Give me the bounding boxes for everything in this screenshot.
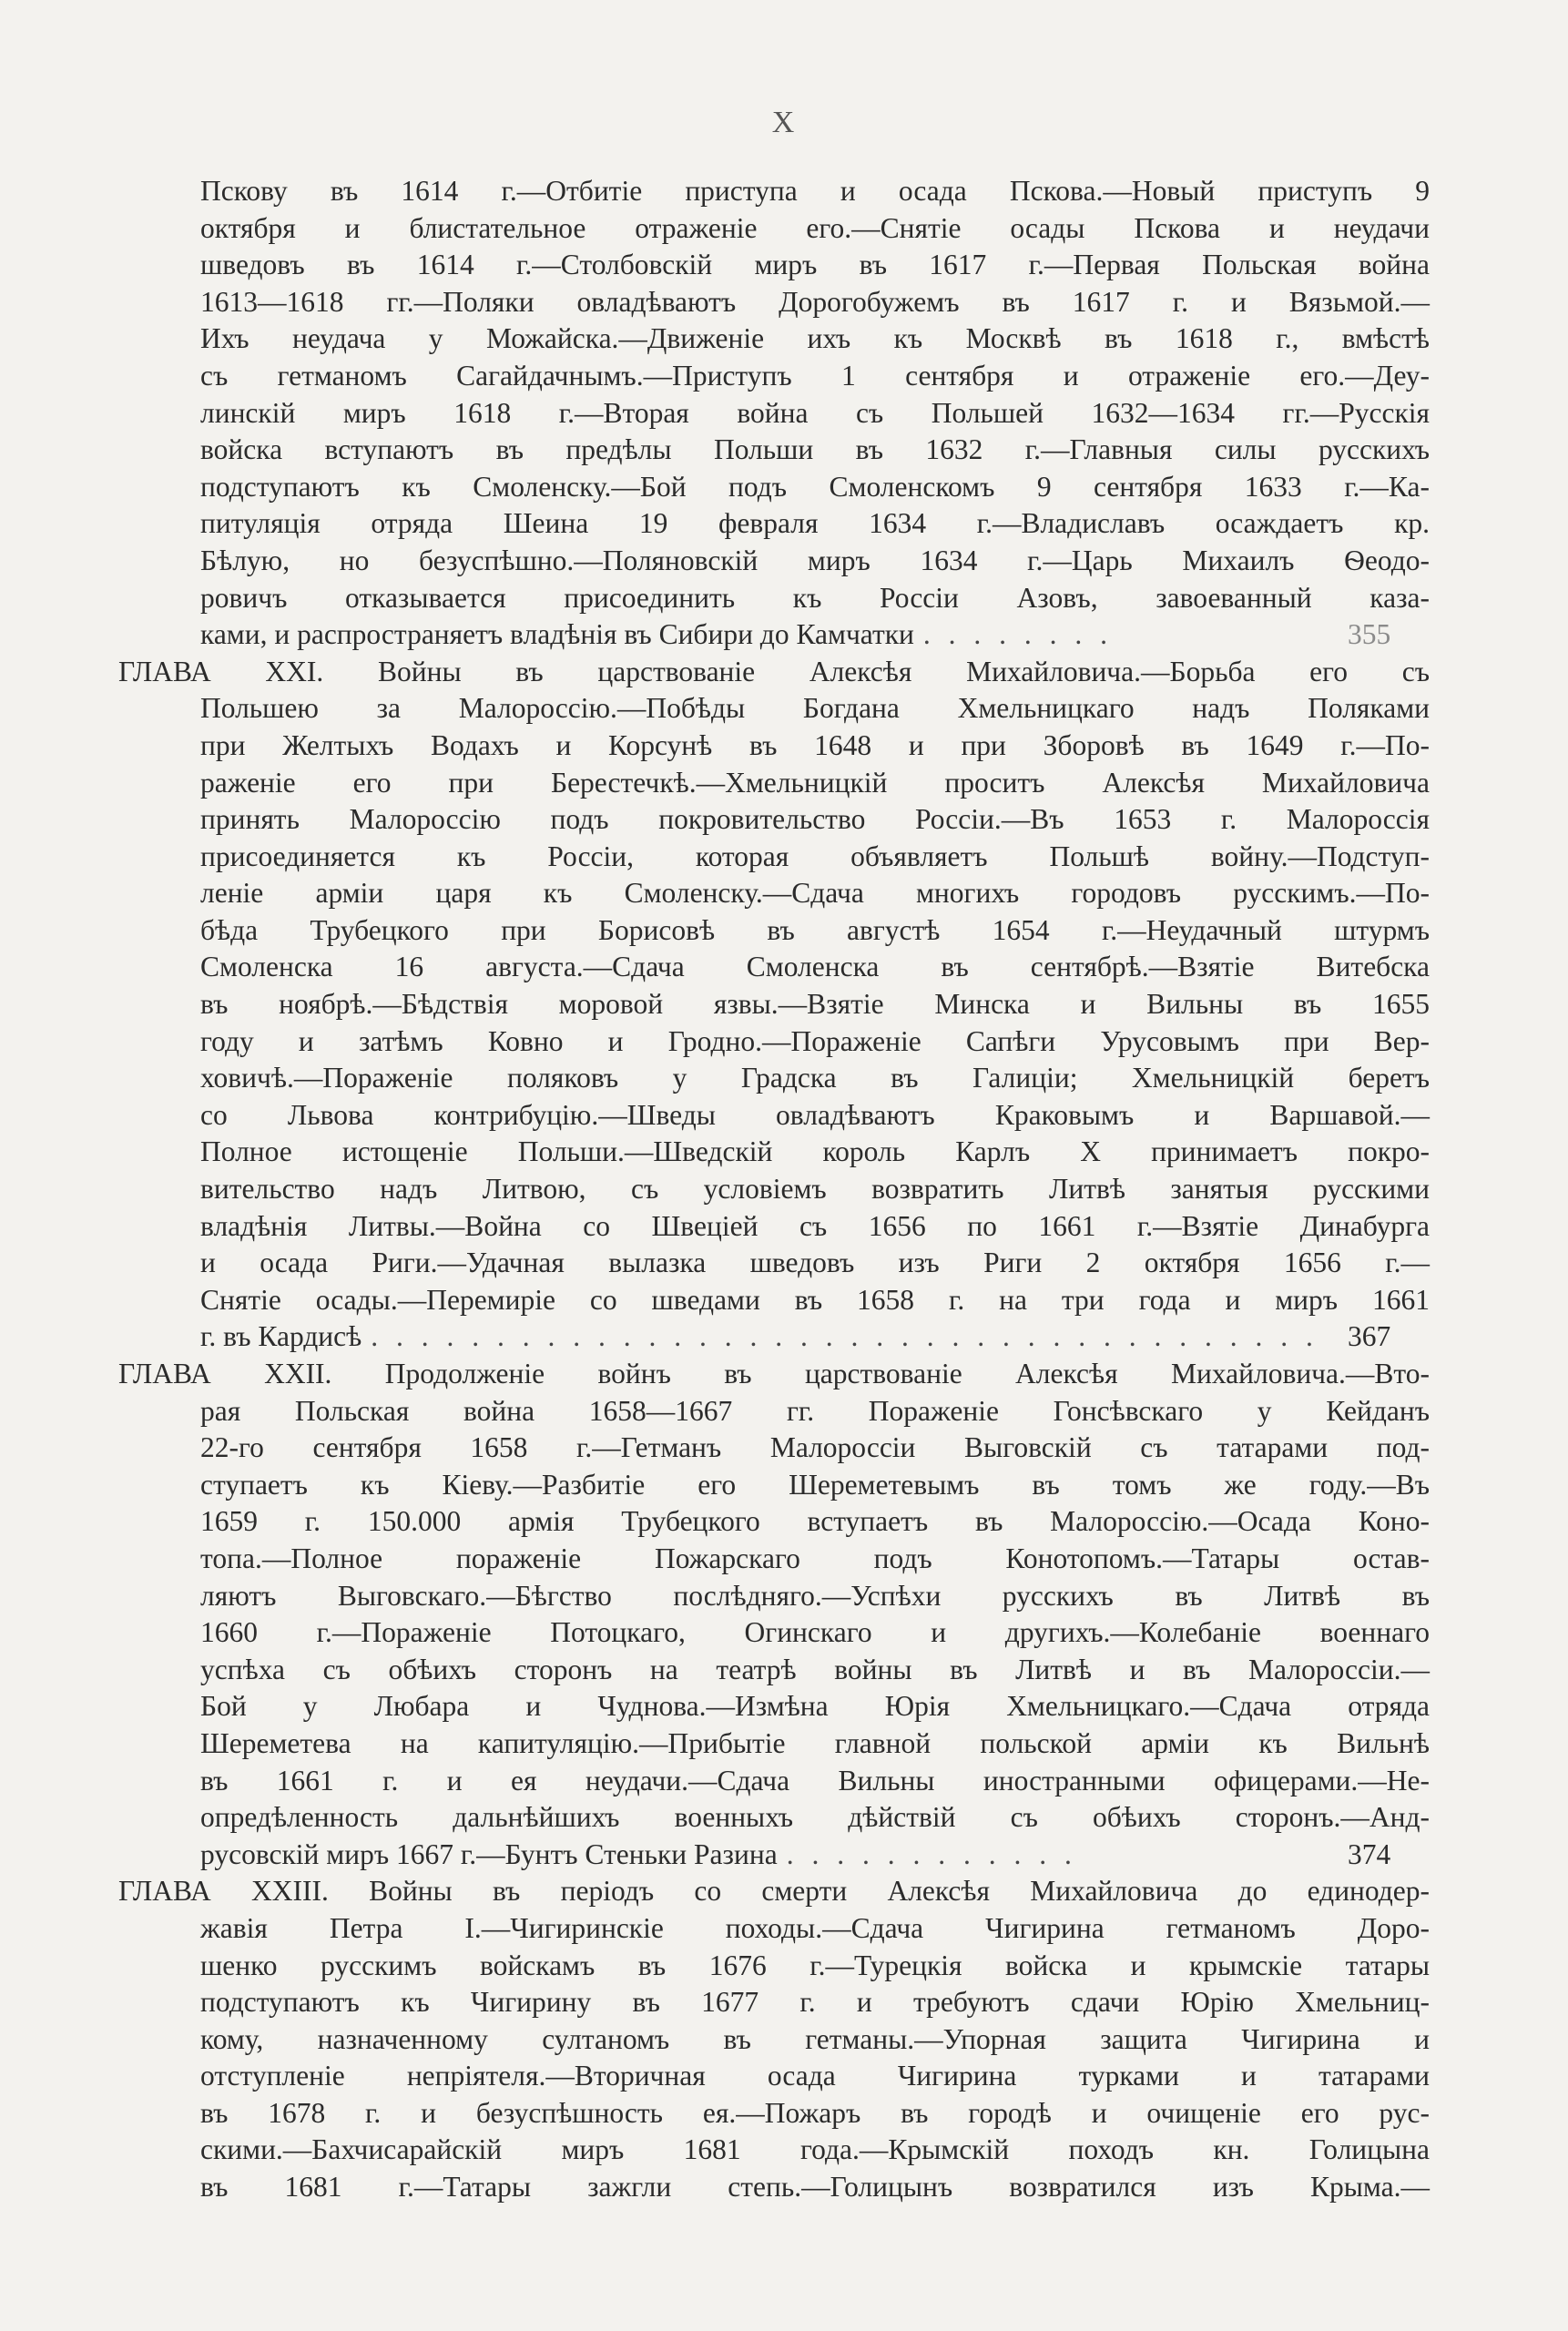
text-line: Пскову въ 1614 г.—Отбитіе приступа и осада Пскова.—Новый приступъ 9: [200, 175, 1430, 207]
text-line: леніе арміи царя къ Смоленску.—Сдача многихъ городовъ русскимъ.—По-: [200, 877, 1430, 910]
text-line: владѣнія Литвы.—Война со Швеціей съ 1656 по 1661 г.—Взятіе Динабурга: [200, 1209, 1430, 1242]
entry-chapter-20-continued: [200, 173, 1430, 654]
text-line: присоединяется къ Россіи, которая объявляетъ Польшѣ войну.—Подступ-: [200, 840, 1430, 872]
text-line: бѣда Трубецкого при Борисовѣ въ августѣ 1654 г.—Неудачный штурмъ: [200, 913, 1430, 946]
entry-text: г. въ Кардисѣ: [200, 1320, 362, 1353]
entry-text: русовскій миръ 1667 г.—Бунтъ Стеньки Разина: [200, 1837, 778, 1870]
text-line: войска вступаютъ въ предѣлы Польши въ 1632 г.—Главныя силы русскихъ: [200, 433, 1430, 466]
text-line: Бѣлую, но безуспѣшно.—Поляновскій миръ 1634 г.—Царь Михаилъ Ѳеодо-: [200, 544, 1430, 576]
page-number: X: [771, 106, 797, 139]
text-line: 22-го сентября 1658 г.—Гетманъ Малороссіи Выговскій съ татарами под-: [200, 1431, 1430, 1464]
page-reference: 374: [1348, 1837, 1391, 1870]
text-line: скими.—Бахчисарайскій миръ 1681 года.—Крымскій походъ кн. Голицына: [200, 2133, 1430, 2166]
text-line: подступаютъ къ Смоленску.—Бой подъ Смоленскомъ 9 сентября 1633 г.—Ка-: [200, 470, 1430, 503]
text-line: въ ноябрѣ.—Бѣдствія моровой язвы.—Взятіе Минска и Вильны въ 1655: [200, 988, 1430, 1021]
page-reference: 367: [1348, 1320, 1391, 1353]
text-line: со Львова контрибуцію.—Шведы овладѣваютъ Краковымъ и Варшавой.—: [200, 1098, 1430, 1131]
entry-last-line: [200, 1837, 1430, 1874]
entry-last-line: [200, 616, 1430, 654]
text-line: Польшею за Малороссію.—Побѣды Богдана Хмельницкаго надъ Поляками: [200, 692, 1430, 725]
text-line: ровичъ отказывается присоединить къ Россіи Азовъ, завоеванный каза-: [200, 581, 1430, 614]
text-line: питуляція отряда Шеина 19 февраля 1634 г.—Владиславъ осаждаетъ кр.: [200, 507, 1430, 540]
text-line: 1659 г. 150.000 армія Трубецкого вступаетъ въ Малороссію.—Осада Коно-: [200, 1505, 1430, 1538]
text-line: жавія Петра I.—Чигиринскіе походы.—Сдача Чигирина гетманомъ Доро-: [200, 1911, 1430, 1944]
text-line: въ 1678 г. и безуспѣшность ея.—Пожаръ въ городѣ и очищеніе его рус-: [200, 2096, 1430, 2129]
text-line: въ 1661 г. и ея неудачи.—Сдача Вильны иностранными офицерами.—Не-: [200, 1764, 1430, 1797]
text-line: опредѣленность дальнѣйшихъ военныхъ дѣйствій съ обѣихъ сторонъ.—Анд-: [200, 1801, 1430, 1834]
text-line: рая Польская война 1658—1667 гг. Пораженіе Гонсѣвскаго у Кейданъ: [200, 1394, 1430, 1427]
text-line: шведовъ въ 1614 г.—Столбовскій миръ въ 1617 г.—Первая Польская война: [200, 249, 1430, 281]
text-line: подступаютъ къ Чигирину въ 1677 г. и требуютъ сдачи Юрію Хмельниц-: [200, 1986, 1430, 2019]
dot-leader: . . . . . . . . . . . . . . . . . . . . . . . . . . . . . . . . . . . . . .: [371, 1320, 1319, 1353]
text-line: кому, назначенному султаномъ въ гетманы.—Упорная защита Чигирина и: [200, 2022, 1430, 2055]
entry-last-line: [200, 1318, 1430, 1356]
text-line: году и затѣмъ Ковно и Гродно.—Пораженіе Сапѣги Урусовымъ при Вер-: [200, 1024, 1430, 1057]
page-reference: 355: [1348, 618, 1391, 651]
text-line: вительство надъ Литвою, съ условіемъ возвратить Литвѣ занятыя русскими: [200, 1173, 1430, 1206]
text-line: въ 1681 г.—Татары зажгли степь.—Голицынъ возвратился изъ Крыма.—: [200, 2171, 1430, 2204]
chapter-heading-line: ГЛАВА XXII. Продолженіе войнъ въ царствованіе Алексѣя Михайловича.—Вто-: [118, 1358, 1430, 1389]
text-line: ховичѣ.—Пораженіе поляковъ у Градска въ Галиціи; Хмельницкій беретъ: [200, 1062, 1430, 1094]
text-line: линскій миръ 1618 г.—Вторая война съ Польшей 1632—1634 гг.—Русскія: [200, 396, 1430, 429]
text-line: Полное истощеніе Польши.—Шведскій король Карлъ X принимаетъ покро-: [200, 1135, 1430, 1168]
entry-chapter-21: [118, 654, 1430, 1356]
text-line: раженіе его при Берестечкѣ.—Хмельницкій проситъ Алексѣя Михайловича: [200, 766, 1430, 799]
chapter-heading-line: ГЛАВА XXIII. Войны въ періодъ со смерти Алексѣя Михайловича до единодер-: [118, 1875, 1430, 1908]
entry-chapter-23: [118, 1873, 1430, 2205]
text-line: Шереметева на капитуляцію.—Прибытіе главной польской арміи къ Вильнѣ: [200, 1726, 1430, 1759]
text-line: топа.—Полное пораженіе Пожарскаго подъ Конотопомъ.—Татары остав-: [200, 1542, 1430, 1574]
text-line: и осада Риги.—Удачная вылазка шведовъ изъ Риги 2 октября 1656 г.—: [200, 1247, 1430, 1279]
text-line: 1660 г.—Пораженіе Потоцкаго, Огинскаго и другихъ.—Колебаніе военнаго: [200, 1616, 1430, 1649]
dot-leader: . . . . . . . . . . . .: [786, 1837, 1077, 1870]
text-line: отступленіе непріятеля.—Вторичная осада Чигирина турками и татарами: [200, 2060, 1430, 2092]
text-line: Бой у Любара и Чуднова.—Измѣна Юрія Хмельницкаго.—Сдача отряда: [200, 1690, 1430, 1723]
text-line: успѣха съ обѣихъ сторонъ на театрѣ войны въ Литвѣ и въ Малороссіи.—: [200, 1653, 1430, 1685]
text-line: Смоленска 16 августа.—Сдача Смоленска въ сентябрѣ.—Взятіе Витебска: [200, 951, 1430, 983]
dot-leader: . . . . . . . .: [922, 618, 1114, 651]
text-line: принять Малороссію подъ покровительство Россіи.—Въ 1653 г. Малороссія: [200, 803, 1430, 836]
table-of-contents: [118, 173, 1430, 2206]
text-line: октября и блистательное отраженіе его.—Снятіе осады Пскова и неудачи: [200, 211, 1430, 244]
entry-chapter-22: [118, 1356, 1430, 1873]
text-line: шенко русскимъ войскамъ въ 1676 г.—Турецкія войска и крымскіе татары: [200, 1949, 1430, 1981]
text-line: Снятіе осады.—Перемиріе со шведами въ 1658 г. на три года и миръ 1661: [200, 1283, 1430, 1316]
text-line: съ гетманомъ Сагайдачнымъ.—Приступъ 1 сентября и отраженіе его.—Деу-: [200, 359, 1430, 392]
entry-text: ками, и распространяетъ владѣнія въ Сибири до Камчатки: [200, 618, 914, 651]
text-line: ляютъ Выговскаго.—Бѣгство послѣдняго.—Успѣхи русскихъ въ Литвѣ въ: [200, 1579, 1430, 1612]
chapter-heading-line: ГЛАВА XXI. Войны въ царствованіе Алексѣя Михайловича.—Борьба его съ: [118, 655, 1430, 687]
text-line: Ихъ неудача у Можайска.—Движеніе ихъ къ Москвѣ въ 1618 г., вмѣстѣ: [200, 322, 1430, 355]
text-line: ступаетъ къ Кіеву.—Разбитіе его Шереметевымъ въ томъ же году.—Въ: [200, 1468, 1430, 1501]
text-line: 1613—1618 гг.—Поляки овладѣваютъ Дорогобужемъ въ 1617 г. и Вязьмой.—: [200, 285, 1430, 318]
text-line: при Желтыхъ Водахъ и Корсунѣ въ 1648 и при Зборовѣ въ 1649 г.—По-: [200, 728, 1430, 761]
